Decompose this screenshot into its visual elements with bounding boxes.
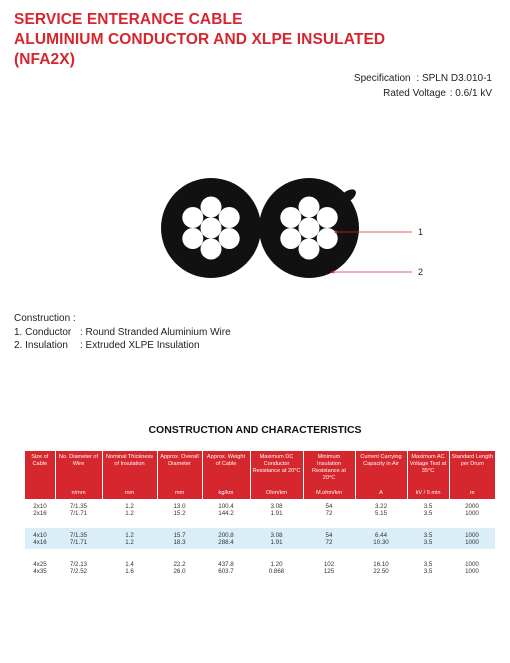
table-cell-value: 1000 xyxy=(465,568,479,575)
table-cell xyxy=(25,499,55,520)
table-header-cell: Maximum DC Conductor Resistance at 20°C xyxy=(250,451,303,488)
table-unit-cell: M.ohm/km xyxy=(303,488,355,499)
table-cell-value: 7/2.13 xyxy=(69,561,88,568)
right-wire-upper-right xyxy=(317,207,338,228)
table-cell-value: 200.8 xyxy=(218,532,234,539)
table-cell xyxy=(202,557,250,578)
right-wire-top xyxy=(299,197,320,218)
left-wire-upper-left xyxy=(182,207,203,228)
table-cell-value: 3.5 xyxy=(423,561,433,568)
leader-dot-2 xyxy=(332,271,335,274)
table-header-cell: Size of Cable xyxy=(25,451,55,488)
table-cell xyxy=(25,557,55,578)
table-cell-value: 3.5 xyxy=(423,503,433,510)
table-cell-value: 437.8 xyxy=(218,561,234,568)
table-unit-cell: A xyxy=(355,488,407,499)
table-cell xyxy=(407,499,449,520)
table-spacer-row xyxy=(25,549,495,557)
table-cell-value: 72 xyxy=(325,510,333,517)
table-cell-value: 1.2 xyxy=(125,532,134,539)
right-wire-bottom xyxy=(299,239,320,260)
table-cell xyxy=(355,499,407,520)
construction-item-label: 2. Insulation xyxy=(14,340,68,351)
table-cell-value: 18.3 xyxy=(173,539,186,546)
table-cell-value: 1.2 xyxy=(125,510,134,517)
table-cell-value: 6.44 xyxy=(374,532,388,539)
table-cell-value: 1.2 xyxy=(125,539,134,546)
table-cell-value: 26.0 xyxy=(173,568,186,575)
rated-voltage-row xyxy=(354,86,492,101)
table-header-cell: Approx. Overall Diameter xyxy=(157,451,202,488)
table-cell-value: 16.10 xyxy=(373,561,389,568)
table-cell-value: 54 xyxy=(325,532,333,539)
construction-item-value: : Round Stranded Aluminium Wire xyxy=(80,326,231,338)
left-wire-lower-right xyxy=(219,228,240,249)
table-cell xyxy=(157,499,202,520)
specification-row xyxy=(354,71,492,86)
table-header-cell: Maximum AC Voltage Test at 35°C xyxy=(407,451,449,488)
construction-item-conductor xyxy=(14,326,231,340)
table-cell-value: 4x35 xyxy=(33,568,47,575)
table-spacer-cell xyxy=(25,520,495,528)
table-cell-value: 1000 xyxy=(465,532,479,539)
table-cell xyxy=(25,528,55,549)
table-cell xyxy=(355,528,407,549)
rated-voltage-label: Rated Voltage xyxy=(383,88,446,99)
table-cell xyxy=(449,557,495,578)
table-cell-value: 100.4 xyxy=(218,503,234,510)
table-cell-value: 288.4 xyxy=(218,539,234,546)
table-cell xyxy=(157,557,202,578)
table-header-cell: Nominal Thickness of Insulation xyxy=(102,451,157,488)
table-cell-value: 2000 xyxy=(465,503,479,510)
right-wire-upper-left xyxy=(280,207,301,228)
construction-item-value: : Extruded XLPE Insulation xyxy=(80,340,200,351)
callout-label-2: 2 xyxy=(418,267,424,277)
table-cell xyxy=(202,499,250,520)
table-cell xyxy=(250,528,303,549)
table-row-group xyxy=(25,557,495,578)
table-cell-value: 3.08 xyxy=(270,503,283,510)
table-cell xyxy=(202,528,250,549)
table-cell-value: 1000 xyxy=(465,539,479,546)
table-unit-cell: mm xyxy=(102,488,157,499)
table-cell-value: 7/1.71 xyxy=(69,539,88,546)
table-cell-value: 1.2 xyxy=(125,503,134,510)
table-cell xyxy=(250,499,303,520)
characteristics-table xyxy=(25,451,495,578)
right-core xyxy=(259,178,359,278)
table-cell-value: 5.15 xyxy=(374,510,388,517)
table-cell-value: 1000 xyxy=(465,561,479,568)
table-cell-value: 3.5 xyxy=(423,568,433,575)
table-cell-value: 1.20 xyxy=(270,561,283,568)
title-line-2: ALUMINIUM CONDUCTOR AND XLPE INSULATED xyxy=(14,31,386,48)
table-unit-cell: kV / 5 min xyxy=(407,488,449,499)
table-cell-value: 3.22 xyxy=(374,503,388,510)
table-unit-cell: Ohm/km xyxy=(250,488,303,499)
table-unit-cell xyxy=(25,488,55,499)
title-line-3: (NFA2X) xyxy=(14,51,75,68)
table-units-row xyxy=(25,488,495,499)
table-cell xyxy=(250,557,303,578)
table-cell-value: 4x25 xyxy=(33,561,47,568)
table-cell-value: 7/1.71 xyxy=(69,510,88,517)
left-wire-top xyxy=(201,197,222,218)
table-cell-value: 144.2 xyxy=(218,510,234,517)
construction-item-insulation xyxy=(14,339,231,353)
table-unit-cell: mm xyxy=(157,488,202,499)
specification-value: : SPLN D3.010-1 xyxy=(416,73,492,84)
table-cell-value: 1.6 xyxy=(125,568,134,575)
title-line-1: SERVICE ENTERANCE CABLE xyxy=(14,11,243,28)
table-spacer-cell xyxy=(25,549,495,557)
table-cell xyxy=(303,557,355,578)
table-cell-value: 15.7 xyxy=(173,532,186,539)
table-header-row xyxy=(25,451,495,488)
table-cell xyxy=(102,499,157,520)
table-cell-value: 4x10 xyxy=(33,532,47,539)
callout-label-1: 1 xyxy=(418,227,424,237)
table-body xyxy=(25,499,495,578)
table-cell-value: 0.868 xyxy=(268,568,285,575)
left-core xyxy=(161,178,261,278)
table-unit-cell: kg/km xyxy=(202,488,250,499)
table-cell-value: 3.5 xyxy=(423,539,433,546)
table-cell xyxy=(55,557,102,578)
table-cell-value: 7/2.52 xyxy=(69,568,88,575)
table-cell-value: 3.5 xyxy=(423,510,433,517)
table-cell xyxy=(355,557,407,578)
table-cell-value: 72 xyxy=(325,539,333,546)
cable-cross-section-diagram xyxy=(0,170,510,290)
table-cell-value: 3.08 xyxy=(270,532,283,539)
construction-block xyxy=(14,312,231,353)
table-cell-value: 7/1.35 xyxy=(69,503,88,510)
table-cell xyxy=(102,557,157,578)
cable-cross-section-svg xyxy=(0,170,510,290)
document-title xyxy=(14,10,484,70)
table-cell xyxy=(303,499,355,520)
leader-dot-1 xyxy=(335,231,338,234)
table-cell-value: 22.2 xyxy=(173,561,186,568)
left-wire-lower-left xyxy=(182,228,203,249)
left-wire-upper-right xyxy=(219,207,240,228)
table-row-group xyxy=(25,499,495,520)
table-cell-value: 54 xyxy=(325,503,333,510)
table-header-cell: Standard Length per Drum xyxy=(449,451,495,488)
construction-item-label: 1. Conductor xyxy=(14,326,72,338)
table-cell-value: 22.50 xyxy=(373,568,389,575)
table-row-group xyxy=(25,528,495,549)
table-cell-value: 603.7 xyxy=(218,568,234,575)
table-cell xyxy=(55,528,102,549)
table-cell-value: 2x10 xyxy=(33,503,47,510)
table-cell xyxy=(407,528,449,549)
table-cell-value: 4x16 xyxy=(33,539,47,546)
specification-label: Specification xyxy=(353,73,411,84)
section-title: CONSTRUCTION AND CHARACTERISTICS xyxy=(148,424,362,436)
table-header-cell: Current Carrying Capacity in Air xyxy=(355,451,407,488)
table-cell-value: 1.91 xyxy=(270,510,283,517)
table-cell-value: 15.2 xyxy=(173,510,186,517)
rated-voltage-value: : 0.6/1 kV xyxy=(449,88,492,99)
table-cell-value: 1000 xyxy=(465,510,479,517)
table-cell-value: 7/1.35 xyxy=(69,532,88,539)
table-cell-value: 2x16 xyxy=(33,510,47,517)
specification-block xyxy=(354,71,492,101)
table-cell xyxy=(102,528,157,549)
right-wire-lower-left xyxy=(280,228,301,249)
table-cell-value: 3.5 xyxy=(423,532,433,539)
left-wire-center xyxy=(201,218,222,239)
table-cell-value: 125 xyxy=(323,568,335,575)
table-cell-value: 102 xyxy=(323,561,335,568)
table-cell xyxy=(55,499,102,520)
table-cell xyxy=(449,528,495,549)
table-cell-value: 1.91 xyxy=(270,539,283,546)
construction-heading: Construction : xyxy=(14,313,76,324)
table-cell-value: 13.0 xyxy=(173,503,186,510)
table-cell xyxy=(157,528,202,549)
table-header-cell: Minimum Insulation Resistance at 20°C xyxy=(303,451,355,488)
table-header-cell: Approx. Weight of Cable xyxy=(202,451,250,488)
table-spacer-row xyxy=(25,520,495,528)
table-cell-value: 1.4 xyxy=(125,561,134,568)
table-cell xyxy=(449,499,495,520)
left-wire-bottom xyxy=(201,239,222,260)
right-wire-center xyxy=(299,218,320,239)
table-cell xyxy=(303,528,355,549)
table-cell-value: 10.30 xyxy=(373,539,389,546)
table-header-cell: No. Diameter of Wire xyxy=(55,451,102,488)
table-unit-cell: n/mm xyxy=(55,488,102,499)
right-wire-lower-right xyxy=(317,228,338,249)
table-unit-cell: m xyxy=(449,488,495,499)
table-cell xyxy=(407,557,449,578)
